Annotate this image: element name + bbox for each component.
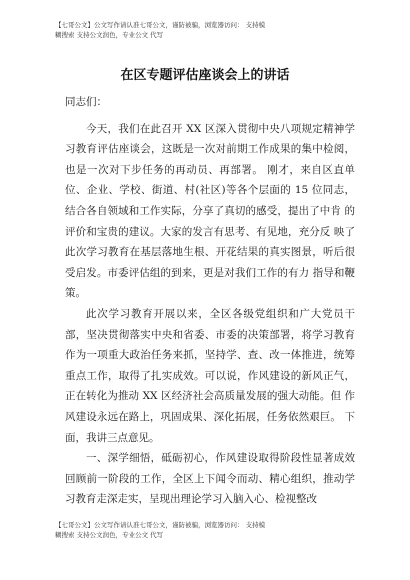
footer-line-1: 【七哥公文】公文写作请认准七哥公文，谨防被骗，浏览器访问： 支持模 [55,521,266,529]
salutation: 同志们： [65,96,107,108]
document-title: 在区专题评估座谈会上的讲话 [120,68,290,83]
document-body [65,92,355,510]
header-line-2: 糊搜索 支持公文润色，专业公文 代写 [55,31,164,39]
paragraph-3: 一、深学细悟，砥砺初心，作风建设取得阶段性显著成效回顾前一阶段的工作，全区上下闻令而动、精心组织，推动学习教育走深走实，呈现出理论学习入脑入心、检视整改 [65,452,355,506]
paragraph-1: 今天，我们在此召开 XX 区深入贯彻中央八项规定精神学 习教育评估座谈会，这既是一次对前期工作成果的集中检阅，也是一次对下步任务的再动员、再部署。 刚才，来自区直单 位、企业、学校、街道、村(社区)等各个层面的 15 位同志，结合各自领域和工作实际，分享了真切的感受，提出了中肯 的评价和宝贵的建议。大家的发言有思考、有见地，充分反 映了此次学习教育在基层落地生根、开花结果的真实图景，听后很受启发。市委评估组的到来，更是对我们工作的有力 指导和鞭策。 [65,122,355,300]
page-footer-watermark [55,520,375,540]
footer-line-2: 糊搜索 支持公文润色，专业公文 代写 [55,531,164,539]
header-line-1: 【七哥公文】公文写作请认准七哥公文，谨防被骗，浏览器访问： 支持模 [55,21,266,29]
page-header-watermark [55,20,375,40]
paragraph-2: 此次学习教育开展以来，全区各级党组织和广大党员干部，坚决贯彻落实中央和省委、市委的决策部署，将学习教育作为一项重大政治任务来抓，坚持学、查、改一体推进，统筹重点工作，取得了扎实成效。可以说，作风建设的新风正气，正在转化为推动 XX 区经济社会高质量发展的强大动能。但 作风建设永远在路上，巩固成果、深化拓展，任务依然艰巨。 下面，我讲三点意见。 [65,307,355,444]
